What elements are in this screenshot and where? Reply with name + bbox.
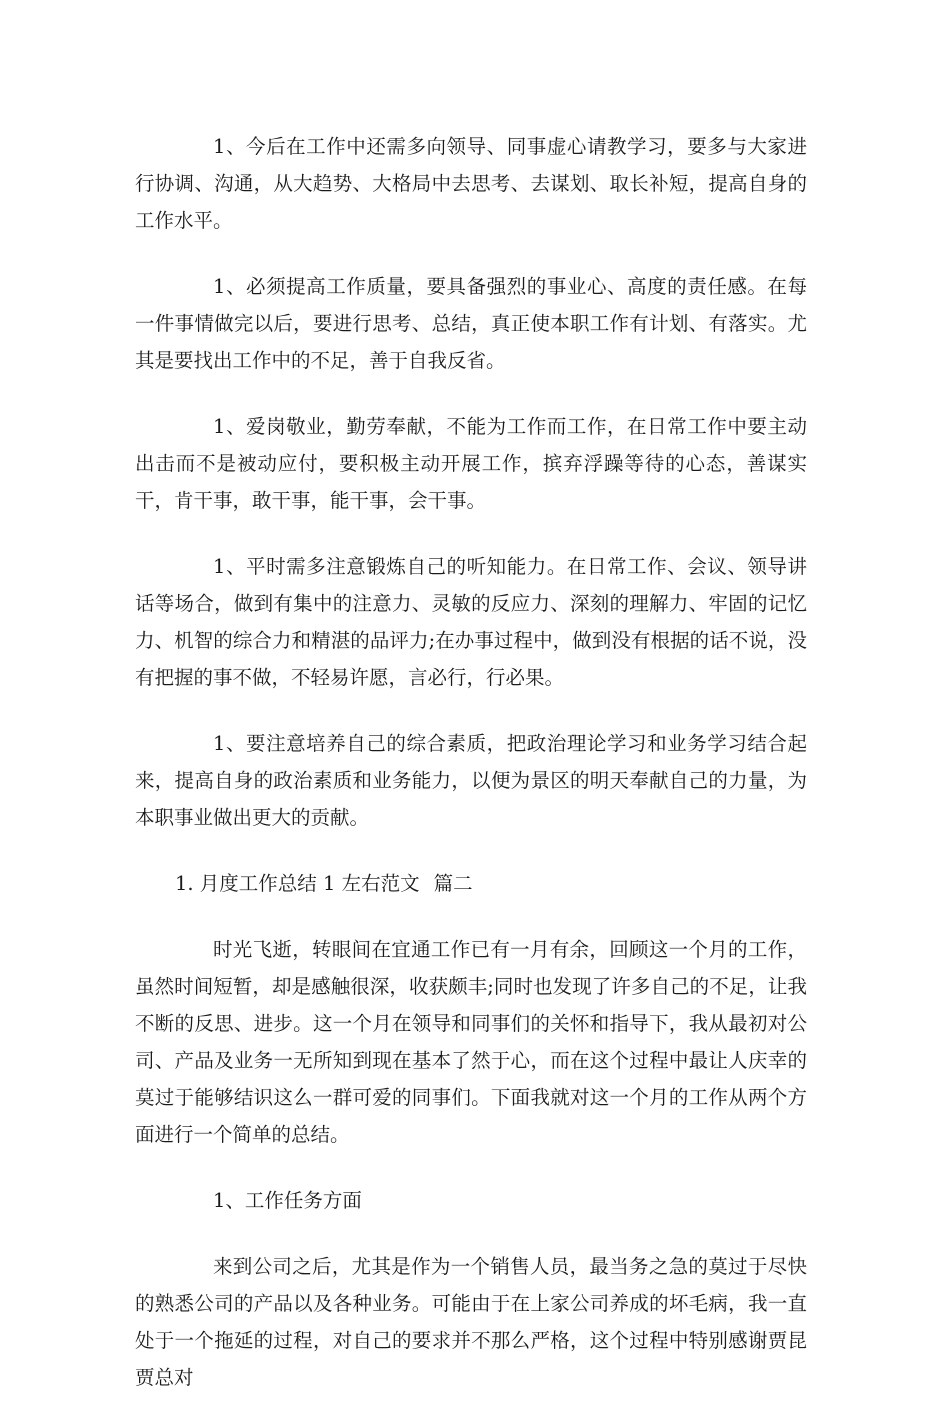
paragraph-listening-ability: 1、平时需多注意锻炼自己的听知能力。在日常工作、会议、领导讲话等场合，做到有集中的注意力、灵敏的反应力、深刻的理解力、牢固的记忆力、机智的综合力和精湛的品评力;在办事过程中，做到没有根据的话不说，没有把握的事不做，不轻易许愿，言必行，行必果。 bbox=[135, 555, 807, 689]
subheading-work-tasks: 1、工作任务方面 bbox=[213, 1189, 362, 1212]
paragraph-overall-quality: 1、要注意培养自己的综合素质，把政治理论学习和业务学习结合起来，提高自身的政治素质和业务能力，以便为景区的明天奉献自己的力量，为本职事业做出更大的贡献。 bbox=[135, 732, 807, 829]
paragraph-dedication: 1、爱岗敬业，勤劳奉献，不能为工作而工作，在日常工作中要主动出击而不是被动应付，要积极主动开展工作，摈弃浮躁等待的心态，善谋实干，肯干事，敢干事，能干事，会干事。 bbox=[135, 415, 807, 512]
paragraph-work-quality: 1、必须提高工作质量，要具备强烈的事业心、高度的责任感。在每一件事情做完以后，要进行思考、总结，真正使本职工作有计划、有落实。尤其是要找出工作中的不足，善于自我反省。 bbox=[135, 275, 807, 372]
section-heading-suffix: 篇二 bbox=[433, 872, 473, 895]
section-heading-title: 1. 月度工作总结 1 左右范文 bbox=[175, 872, 420, 895]
paragraph-month-review: 时光飞逝，转眼间在宜通工作已有一月有余，回顾这一个月的工作，虽然时间短暂，却是感触很深，收获颇丰;同时也发现了许多自己的不足，让我不断的反思、进步。这一个月在领导和同事们的关怀和指导下，我从最初对公司、产品及业务一无所知到现在基本了然于心，而在这个过程中最让人庆幸的莫过于能够结识这么一群可爱的同事们。下面我就对这一个月的工作从两个方面进行一个简单的总结。 bbox=[135, 938, 807, 1146]
section-heading bbox=[135, 865, 807, 902]
paragraph-consult-colleagues: 1、今后在工作中还需多向领导、同事虚心请教学习，要多与大家进行协调、沟通，从大趋势、大格局中去思考、去谋划、取长补短，提高自身的工作水平。 bbox=[135, 135, 807, 232]
paragraph-sales-onboarding: 来到公司之后，尤其是作为一个销售人员，最当务之急的莫过于尽快的熟悉公司的产品以及各种业务。可能由于在上家公司养成的坏毛病，我一直处于一个拖延的过程，对自己的要求并不那么严格，这个过程中特别感谢贾昆贾总对 bbox=[135, 1255, 807, 1389]
document-body bbox=[135, 128, 807, 1425]
